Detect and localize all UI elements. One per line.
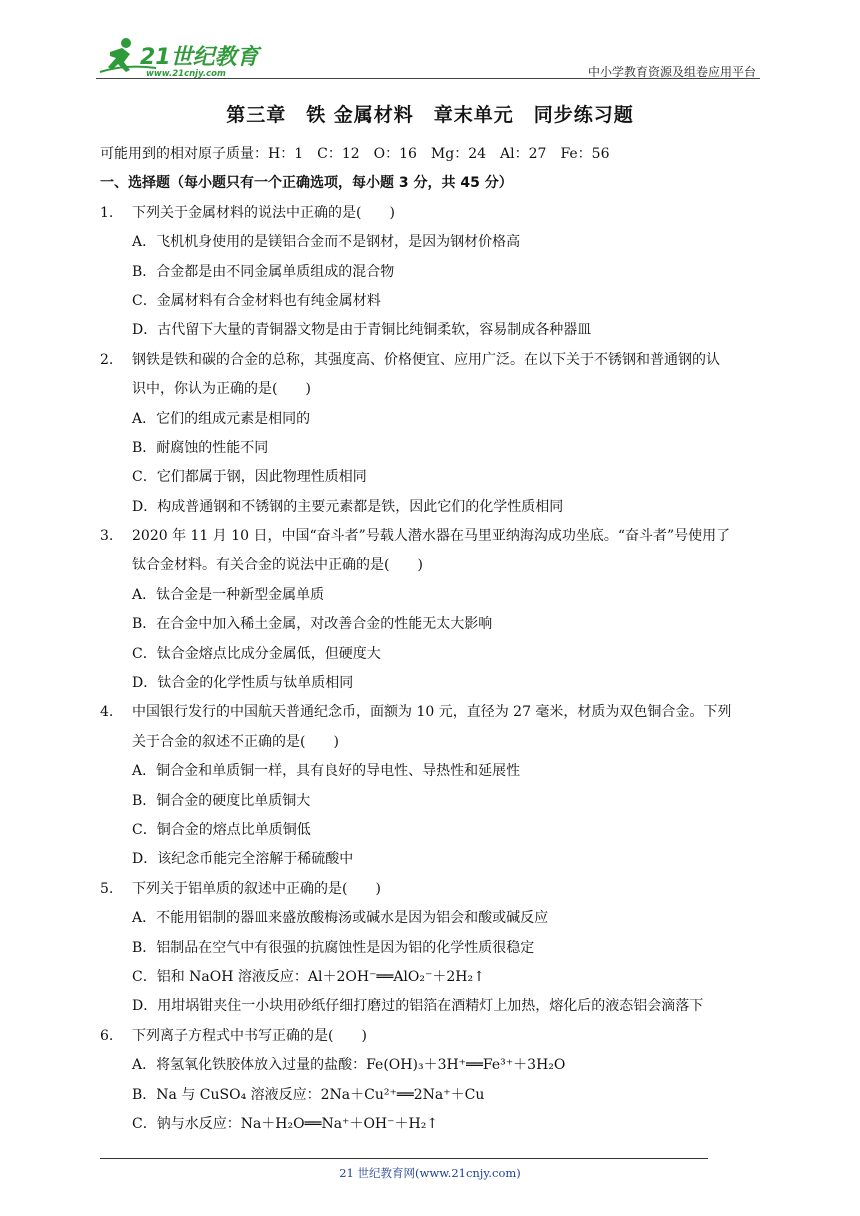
question-text: 下列关于金属材料的说法中正确的是( ): [132, 204, 395, 221]
footer-divider: [100, 1158, 708, 1159]
question-number: 3.: [100, 528, 114, 545]
question-number: 5.: [100, 880, 114, 897]
question-number: 4.: [100, 704, 114, 721]
answer-option: C．金属材料有合金材料也有纯金属材料: [132, 292, 381, 309]
answer-option: A．钛合金是一种新型金属单质: [132, 586, 325, 603]
answer-option: D．钛合金的化学性质与钛单质相同: [132, 675, 354, 692]
answer-option: C．钛合金熔点比成分金属低，但硬度大: [132, 645, 381, 662]
answer-option: D．用坩埚钳夹住一小块用砂纸仔细打磨过的铝箔在酒精灯上加热，熔化后的液态铝会滴落下: [132, 998, 704, 1015]
section-heading: 一、选择题（每小题只有一个正确选项，每小题 3 分，共 45 分）: [100, 175, 513, 192]
question-stem: [100, 522, 770, 551]
question-stem: [100, 875, 770, 904]
question-text: 下列关于铝单质的叙述中正确的是( ): [132, 880, 381, 897]
header-divider: [96, 78, 760, 79]
question-list: [100, 140, 770, 1139]
answer-option: B．铜合金的硬度比单质铜大: [132, 792, 311, 809]
answer-option: D．该纪念币能完全溶解于稀硫酸中: [132, 851, 354, 868]
question-stem: [100, 199, 770, 228]
question-text: 钢铁是铁和碳的合金的总称，其强度高、价格便宜、应用广泛。在以下关于不锈钢和普通钢的认: [132, 351, 720, 368]
page-title: 第三章 铁 金属材料 章末单元 同步练习题: [226, 104, 634, 126]
question-number: 2.: [100, 351, 114, 368]
question-number: 6.: [100, 1027, 114, 1044]
answer-option: A．它们的组成元素是相同的: [132, 410, 311, 427]
answer-option: B．合金都是由不同金属单质组成的混合物: [132, 263, 395, 280]
answer-option: B．耐腐蚀的性能不同: [132, 439, 269, 456]
answer-option: C．铝和 NaOH 溶液反应：Al＋2OH⁻══AlO₂⁻＋2H₂↑: [132, 968, 485, 985]
page-header: [96, 30, 760, 78]
question-text: 下列离子方程式中书写正确的是( ): [132, 1027, 367, 1044]
answer-option: B．铝制品在空气中有很强的抗腐蚀性是因为铝的化学性质很稳定: [132, 939, 535, 956]
answer-option: C．铜合金的熔点比单质铜低: [132, 821, 311, 838]
answer-option: B．Na 与 CuSO₄ 溶液反应：2Na＋Cu²⁺══2Na⁺＋Cu: [132, 1086, 485, 1103]
answer-option: C．它们都属于钢，因此物理性质相同: [132, 469, 367, 486]
question-number: 1.: [100, 204, 114, 221]
footer-link[interactable]: 21 世纪教育网(www.21cnjy.com): [339, 1166, 521, 1180]
logo-text: 21世纪教育: [140, 45, 259, 70]
answer-option: D．古代留下大量的青铜器文物是由于青铜比纯铜柔软，容易制成各种器皿: [132, 322, 592, 339]
answer-option: A．铜合金和单质铜一样，具有良好的导电性、导热性和延展性: [132, 763, 521, 780]
question-stem: [100, 346, 770, 375]
answer-option: A．不能用铝制的器皿来盛放酸梅汤或碱水是因为铝会和酸或碱反应: [132, 910, 549, 927]
question-stem-continued: [100, 551, 770, 580]
question-text: 中国银行发行的中国航天普通纪念币，面额为 10 元，直径为 27 毫米，材质为双色铜合金。下列: [132, 704, 732, 721]
logo-runner-icon: [96, 34, 266, 80]
answer-option: C．钠与水反应：Na＋H₂O══Na⁺＋OH⁻＋H₂↑: [132, 1115, 439, 1132]
question-text: 识中，你认为正确的是( ): [132, 381, 311, 398]
question-text: 钛合金材料。有关合金的说法中正确的是( ): [132, 557, 423, 574]
question-text: 关于合金的叙述不正确的是( ): [132, 733, 339, 750]
logo: [96, 34, 266, 80]
question-stem: [100, 698, 770, 727]
question-text: 2020 年 11 月 10 日，中国“奋斗者”号载人潜水器在马里亚纳海沟成功坐底。“奋斗者”号使用了: [132, 528, 731, 545]
question-stem-continued: [100, 375, 770, 404]
atomic-masses: 可能用到的相对原子质量：H：1 C：12 O：16 Mg：24 Al：27 Fe：56: [100, 146, 610, 162]
question-stem: [100, 1022, 770, 1051]
answer-option: A．将氢氧化铁胶体放入过量的盐酸：Fe(OH)₃＋3H⁺══Fe³⁺＋3H₂O: [132, 1057, 566, 1074]
answer-option: A．飞机机身使用的是镁铝合金而不是钢材，是因为钢材价格高: [132, 234, 521, 251]
logo-url: www.21cnjy.com: [146, 69, 226, 79]
answer-option: D．构成普通钢和不锈钢的主要元素都是铁，因此它们的化学性质相同: [132, 498, 564, 515]
answer-option: B．在合金中加入稀土金属，对改善合金的性能无太大影响: [132, 616, 493, 633]
platform-name: 中小学教育资源及组卷应用平台: [587, 65, 756, 79]
question-stem-continued: [100, 728, 770, 757]
